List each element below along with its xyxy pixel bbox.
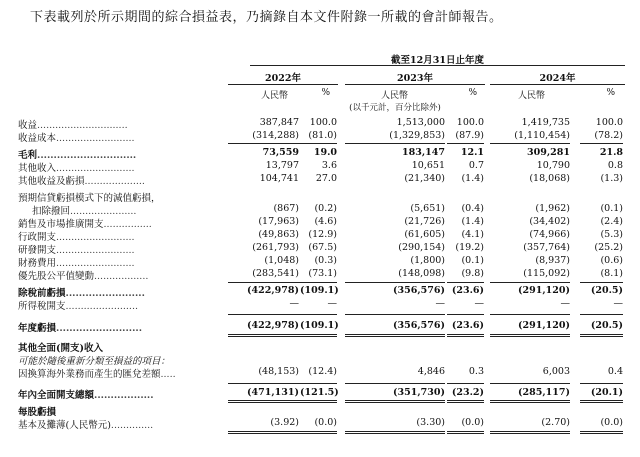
cell-value: (20.5) (590, 285, 623, 296)
row-label-text: 其他收入 (18, 163, 57, 174)
year-rule-2024 (490, 84, 625, 85)
row-label (18, 160, 135, 174)
leader-dots: .......................... (56, 232, 135, 243)
subtotal-rule (580, 314, 623, 315)
cell-value: (357,764) (523, 242, 570, 253)
row-label (18, 366, 176, 380)
cell-value: 100.0 (309, 117, 337, 128)
year-rule-2022 (228, 84, 338, 85)
cell-value: (78.2) (594, 130, 623, 141)
cell-value: (0.4) (461, 203, 484, 214)
total-rule (228, 336, 300, 337)
cell-value: 104,741 (259, 173, 299, 184)
cell-value: (115,092) (523, 268, 570, 279)
table-row (0, 216, 640, 228)
total-rule (228, 431, 300, 432)
leader-dots: .......................... (56, 258, 135, 269)
cell-value: (5,651) (410, 203, 445, 214)
total-rule (447, 334, 484, 335)
cell-value: (0.0) (461, 417, 484, 428)
row-label-text: 財務費用 (18, 258, 57, 269)
col-header-pct-2024: % (606, 88, 615, 98)
cell-value: (8,937) (535, 255, 570, 266)
cell-value: (67.5) (308, 242, 337, 253)
cell-value: (314,288) (252, 130, 299, 141)
cell-value: (1,048) (264, 255, 299, 266)
cell-value: — (560, 298, 570, 309)
total-rule (447, 400, 484, 401)
table-row (0, 117, 640, 129)
cell-value: (109.1) (300, 285, 339, 296)
cell-value: (3.30) (416, 417, 445, 428)
leader-dots: .............. (110, 420, 154, 431)
row-label-text: 每股虧損 (18, 407, 57, 418)
table-row (0, 417, 640, 429)
subtotal-rule (490, 314, 570, 315)
cell-value: (23.6) (451, 320, 484, 331)
total-rule (580, 334, 623, 335)
total-rule (345, 402, 445, 403)
cell-value: (1,329,853) (389, 130, 445, 141)
table-row (0, 229, 640, 241)
table-row (0, 285, 640, 297)
subtotal-rule (580, 143, 623, 144)
total-rule (490, 400, 570, 401)
table-row (0, 160, 640, 172)
row-label-text: 研發開支 (18, 245, 57, 256)
subtotal-rule (447, 383, 484, 384)
subtotal-rule (490, 282, 570, 283)
table-row (0, 340, 640, 352)
year-rule-2023 (345, 84, 485, 85)
table-row (0, 203, 640, 215)
cell-value: (73.1) (308, 268, 337, 279)
row-label-text: 扣除撥回 (32, 206, 71, 217)
total-rule (580, 402, 623, 403)
cell-value: (283,541) (252, 268, 299, 279)
cell-value: 12.1 (460, 147, 484, 158)
row-label (18, 147, 136, 161)
cell-value: — (327, 298, 337, 309)
cell-value: (49,863) (258, 229, 299, 240)
cell-value: 0.7 (468, 160, 484, 171)
row-label (18, 387, 154, 401)
leader-dots: ..... (160, 369, 176, 380)
row-label (18, 117, 128, 131)
table-row (0, 242, 640, 254)
row-label-text: 預期信貸虧損模式下的減值虧損， (18, 193, 161, 204)
subtotal-rule (447, 282, 484, 283)
unit-note: (以千元計，百分比除外) (349, 103, 441, 113)
table-row (0, 404, 640, 416)
period-header-rule (250, 65, 625, 66)
subtotal-rule (490, 383, 570, 384)
subtotal-rule (300, 314, 337, 315)
total-rule (300, 402, 337, 403)
cell-value: (34,402) (529, 216, 570, 227)
cell-value: (1,800) (410, 255, 445, 266)
cell-value: 100.0 (595, 117, 623, 128)
cell-value: (23.6) (451, 285, 484, 296)
row-label (18, 298, 138, 312)
period-header: 截至12月31日止年度 (391, 55, 484, 66)
cell-value: (4.1) (461, 229, 484, 240)
leader-dots: .................. (94, 271, 149, 282)
cell-value: (18,068) (529, 173, 570, 184)
row-label-text: 其他收益及虧損 (18, 176, 85, 187)
subtotal-rule (345, 282, 445, 283)
total-rule (490, 433, 570, 434)
row-label-text: 收益 (18, 120, 38, 131)
table-row (0, 387, 640, 399)
cell-value: (290,154) (398, 242, 445, 253)
total-rule (228, 400, 300, 401)
leader-dots: .......................... (56, 133, 135, 144)
subtotal-rule (345, 314, 445, 315)
row-label-text: 因換算海外業務而產生的匯兌差額 (18, 369, 161, 380)
total-rule (447, 336, 484, 337)
row-label (18, 268, 148, 282)
leader-dots: .................. (94, 390, 154, 401)
cell-value: (1,962) (535, 203, 570, 214)
total-rule (300, 431, 337, 432)
cell-value: (0.6) (600, 255, 623, 266)
row-label (18, 320, 142, 334)
col-header-rmb-2022: 人民幣 (260, 91, 288, 101)
table-row (0, 298, 640, 310)
total-rule (580, 336, 623, 337)
cell-value: (0.1) (461, 255, 484, 266)
year-header-2022: 2022年 (265, 73, 301, 84)
cell-value: (867) (273, 203, 299, 214)
cell-value: (0.0) (600, 417, 623, 428)
cell-value: (9.8) (461, 268, 484, 279)
total-rule (580, 433, 623, 434)
cell-value: 4,846 (417, 366, 445, 377)
cell-value: (1.4) (461, 173, 484, 184)
row-label (18, 242, 135, 256)
row-label-text: 其他全面(開支)收入 (18, 343, 103, 354)
total-rule (447, 402, 484, 403)
row-label (32, 203, 136, 217)
year-header-2024: 2024年 (539, 73, 576, 84)
cell-value: (4.6) (314, 216, 337, 227)
table-row (0, 190, 640, 202)
col-header-rmb-2023: 人民幣 (380, 91, 408, 101)
subtotal-rule (300, 282, 337, 283)
cell-value: (285,117) (518, 387, 570, 398)
leader-dots: ................ (103, 219, 152, 230)
table-row (0, 366, 640, 378)
total-rule (300, 336, 337, 337)
cell-value: (17,963) (258, 216, 299, 227)
row-label-text: 年度虧損 (18, 323, 57, 334)
cell-value: 10,651 (411, 160, 445, 171)
row-label (18, 190, 161, 204)
total-rule (345, 433, 445, 434)
cell-value: (81.0) (308, 130, 337, 141)
subtotal-rule (300, 143, 337, 144)
leader-dots: ........................ (65, 288, 145, 299)
total-rule (345, 431, 445, 432)
total-rule (300, 433, 337, 434)
cell-value: 1,419,735 (521, 117, 570, 128)
intro-paragraph: 下表載列於所示期間的綜合損益表，乃摘錄自本文件附錄一所載的會計師報告。 (30, 10, 503, 25)
cell-value: (21,726) (404, 216, 445, 227)
cell-value: (356,576) (393, 285, 445, 296)
leader-dots: .......................... (56, 163, 135, 174)
cell-value: 13,797 (265, 160, 299, 171)
subtotal-rule (580, 383, 623, 384)
col-header-pct-2023: % (468, 88, 477, 98)
cell-value: (3.92) (270, 417, 299, 428)
cell-value: (471,131) (247, 387, 299, 398)
cell-value: (2.4) (600, 216, 623, 227)
cell-value: 183,147 (402, 147, 445, 158)
leader-dots: .......................... (56, 245, 135, 256)
subtotal-rule (228, 314, 300, 315)
subtotal-rule (228, 143, 300, 144)
col-header-rmb-2024: 人民幣 (517, 91, 545, 101)
cell-value: (25.2) (594, 242, 623, 253)
table-row (0, 320, 640, 332)
table-row (0, 353, 640, 365)
total-rule (580, 400, 623, 401)
cell-value: (0.0) (314, 417, 337, 428)
year-header-2023: 2023年 (397, 73, 433, 84)
cell-value: (148,098) (398, 268, 445, 279)
cell-value: (261,793) (252, 242, 299, 253)
cell-value: 1,513,000 (396, 117, 445, 128)
total-rule (345, 336, 445, 337)
cell-value: (20.1) (590, 387, 623, 398)
cell-value: (2.70) (541, 417, 570, 428)
cell-value: — (613, 298, 623, 309)
row-label (18, 353, 170, 367)
row-label-text: 毛利 (18, 150, 38, 161)
row-label (18, 130, 135, 144)
cell-value: 10,790 (536, 160, 570, 171)
cell-value: (0.1) (600, 203, 623, 214)
cell-value: (291,120) (518, 285, 570, 296)
row-label (18, 216, 152, 230)
cell-value: (19.2) (455, 242, 484, 253)
row-label-text: 銷售及市場推廣開支 (18, 219, 104, 230)
total-rule (490, 431, 570, 432)
cell-value: 21.8 (599, 147, 623, 158)
table-row (0, 130, 640, 142)
cell-value: 0.8 (607, 160, 623, 171)
cell-value: 100.0 (456, 117, 484, 128)
cell-value: (0.3) (314, 255, 337, 266)
leader-dots: .................... (84, 176, 145, 187)
subtotal-rule (447, 143, 484, 144)
cell-value: (422,978) (247, 320, 299, 331)
total-rule (490, 402, 570, 403)
cell-value: (48,153) (258, 366, 299, 377)
subtotal-rule (300, 383, 337, 384)
subtotal-rule (345, 143, 445, 144)
cell-value: (291,120) (518, 320, 570, 331)
cell-value: (20.5) (590, 320, 623, 331)
cell-value: — (474, 298, 484, 309)
table-row (0, 147, 640, 159)
row-label-text: 行政開支 (18, 232, 57, 243)
cell-value: (12.4) (308, 366, 337, 377)
cell-value: — (435, 298, 445, 309)
cell-value: (356,576) (393, 320, 445, 331)
cell-value: (21,340) (404, 173, 445, 184)
leader-dots: ...................... (70, 206, 137, 217)
cell-value: 0.3 (468, 366, 484, 377)
total-rule (580, 431, 623, 432)
cell-value: 27.0 (315, 173, 337, 184)
cell-value: (0.2) (314, 203, 337, 214)
cell-value: (12.9) (308, 229, 337, 240)
row-label-text: 所得稅開支 (18, 301, 66, 312)
cell-value: — (289, 298, 299, 309)
row-label (18, 285, 145, 299)
cell-value: (121.5) (300, 387, 339, 398)
cell-value: (87.9) (455, 130, 484, 141)
row-label (18, 229, 135, 243)
table-row (0, 173, 640, 185)
total-rule (345, 334, 445, 335)
subtotal-rule (447, 314, 484, 315)
cell-value: (109.1) (300, 320, 339, 331)
row-label-text: 除稅前虧損 (18, 288, 66, 299)
subtotal-rule (345, 383, 445, 384)
leader-dots: .......................... (56, 323, 143, 334)
total-rule (228, 433, 300, 434)
row-label-text: 優先股公平值變動 (18, 271, 95, 282)
cell-value: 3.6 (321, 160, 337, 171)
total-rule (447, 433, 484, 434)
row-label (18, 173, 145, 187)
row-label (18, 404, 56, 418)
leader-dots: .............................. (37, 120, 128, 131)
subtotal-rule (228, 282, 300, 283)
cell-value: (1,110,454) (514, 130, 570, 141)
cell-value: 309,281 (527, 147, 570, 158)
total-rule (490, 334, 570, 335)
total-rule (447, 431, 484, 432)
row-label (18, 417, 153, 431)
leader-dots: ........................ (65, 301, 138, 312)
row-label-text: 基本及攤薄(人民幣元) (18, 420, 111, 431)
table-row (0, 268, 640, 280)
cell-value: 73,559 (262, 147, 299, 158)
cell-value: (1.3) (600, 173, 623, 184)
row-label-text: 收益成本 (18, 133, 57, 144)
cell-value: (23.2) (451, 387, 484, 398)
total-rule (300, 400, 337, 401)
cell-value: 19.0 (313, 147, 337, 158)
cell-value: (1.4) (461, 216, 484, 227)
row-label-text: 年內全面開支總額 (18, 390, 95, 401)
subtotal-rule (580, 282, 623, 283)
cell-value: (351,730) (393, 387, 445, 398)
total-rule (300, 334, 337, 335)
total-rule (228, 334, 300, 335)
row-label (18, 340, 103, 354)
total-rule (490, 336, 570, 337)
total-rule (228, 402, 300, 403)
subtotal-rule (228, 383, 300, 384)
cell-value: (61,605) (404, 229, 445, 240)
row-label-text: 可能於隨後重新分類至損益的項目： (18, 356, 171, 367)
cell-value: 0.4 (607, 366, 623, 377)
subtotal-rule (490, 143, 570, 144)
row-label (18, 255, 135, 269)
cell-value: (74,966) (529, 229, 570, 240)
col-header-pct-2022: % (321, 88, 330, 98)
leader-dots: .............................. (37, 150, 137, 161)
cell-value: 6,003 (542, 366, 570, 377)
cell-value: (8.1) (600, 268, 623, 279)
cell-value: (422,978) (247, 285, 299, 296)
cell-value: (5.3) (600, 229, 623, 240)
cell-value: 387,847 (259, 117, 299, 128)
total-rule (345, 400, 445, 401)
table-row (0, 255, 640, 267)
